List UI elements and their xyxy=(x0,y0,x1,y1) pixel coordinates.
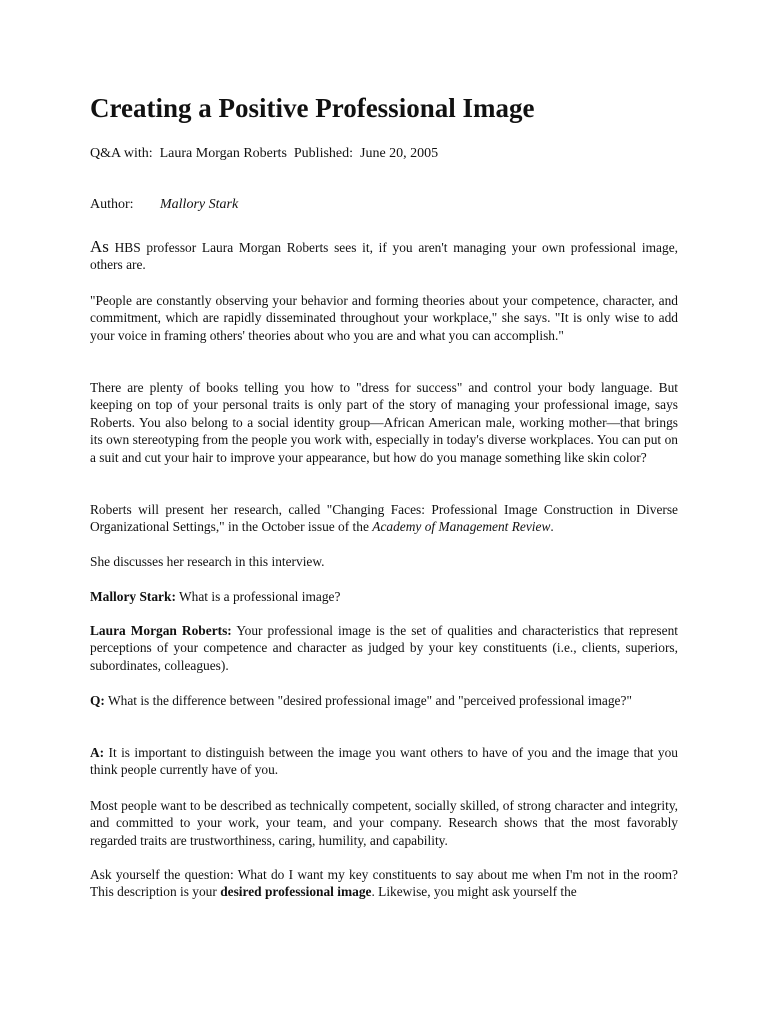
speaker-stark: Mallory Stark: xyxy=(90,589,176,604)
intro-text: HBS professor Laura Morgan Roberts sees it, if you aren't managing your own professional image, others are. xyxy=(90,240,678,273)
paragraph-intro xyxy=(90,238,678,274)
qa-label: Q&A with: xyxy=(90,146,153,161)
author-label: Author: xyxy=(90,197,134,212)
page-title: Creating a Positive Professional Image xyxy=(90,93,535,123)
research-end: . xyxy=(550,519,554,535)
paragraph-answer-2 xyxy=(90,744,678,779)
answer-1-text: Your professional image is the set of qualities and characteristics that represent perceptions of your competence and character as judged by your key constituents (i.e., clients, superiors, subordinates, colleagues). xyxy=(90,623,678,673)
published-date: June 20, 2005 xyxy=(360,146,439,161)
paragraph-question-2 xyxy=(90,692,678,709)
published-label: Published: xyxy=(293,146,354,161)
paragraph-quote: "People are constantly observing your behavior and forming theories about your competence, character, and commitment, which are rapidly disseminated throughout your workplace," she says. "It is only wise to add your voice in framing others' theories about who you are and what you can accomplish." xyxy=(90,293,678,343)
paragraph-question-1 xyxy=(90,588,678,605)
interviewee-name: Laura Morgan Roberts xyxy=(159,146,287,161)
author-name: Mallory Stark xyxy=(160,197,239,212)
speaker-roberts: Laura Morgan Roberts: xyxy=(90,623,232,638)
paragraph-traits: Most people want to be described as technically competent, socially skilled, of strong character and integrity, and committed to your work, your team, and your company. Research shows that the most favorably regarded traits are trustworthiness, caring, humility, and capability. xyxy=(90,798,678,848)
paragraph-desired-image xyxy=(90,866,678,901)
intro-first-word: As xyxy=(90,237,109,256)
paragraph-interview-intro: She discusses her research in this interview. xyxy=(90,554,325,569)
paragraph-answer-1 xyxy=(90,622,678,674)
paragraph-context: There are plenty of books telling you how to "dress for success" and control your body language. But keeping on top of your personal traits is only part of the story of managing your professional image, says Roberts. You also belong to a social identity group—African American male, working mother—that brings its own stereotyping from the people you work with, especially in today's diverse workplaces. You can put on a suit and cut your hair to improve your appearance, but how do you manage something like skin color? xyxy=(90,380,678,465)
desired-image-term: desired professional image xyxy=(220,884,372,900)
desired-image-text: Ask yourself the question: What do I want my key constituents to say about me when I'm not in the room? This description is your xyxy=(90,867,678,900)
paragraph-research xyxy=(90,501,678,536)
answer-2-text: It is important to distinguish between the image you want others to have of you and the image that you think people currently have of you. xyxy=(90,745,678,778)
article-meta xyxy=(90,144,438,164)
question-1-text: What is a professional image? xyxy=(175,589,341,604)
desired-image-end: . Likewise, you might ask yourself the xyxy=(371,884,577,900)
question-2-text: What is the difference between "desired professional image" and "perceived professional image?" xyxy=(104,693,632,708)
speaker-a: A: xyxy=(90,745,105,760)
research-text: Roberts will present her research, called "Changing Faces: Professional Image Construction in Diverse Organizational Settings," in the October issue of the xyxy=(90,502,678,535)
journal-title: Academy of Management Review xyxy=(372,519,551,535)
speaker-q: Q: xyxy=(90,693,105,708)
author-row xyxy=(90,195,238,215)
